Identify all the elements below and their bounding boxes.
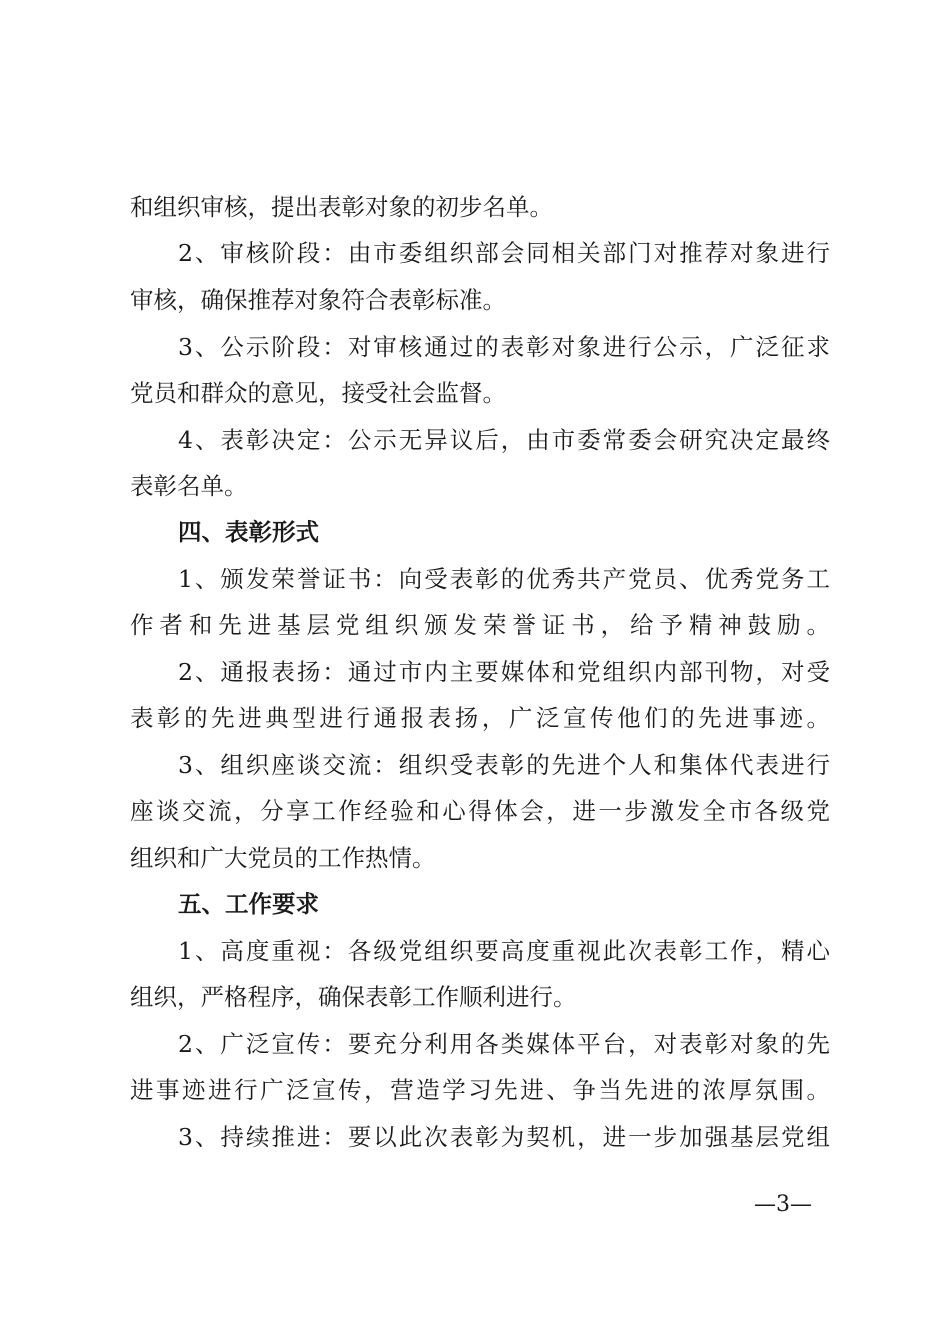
section-heading-five: 五、工作要求 [178,890,319,918]
section-heading-four: 四、表彰形式 [178,518,319,546]
decision-stage-line: 表彰名单。 [130,472,248,500]
requirement-item-line: 2、广泛宣传：要充分利用各类媒体平台，对表彰对象的先 [178,1030,830,1058]
body-line-continuation: 和组织审核，提出表彰对象的初步名单。 [130,193,553,221]
publicity-stage-line: 3、公示阶段：对审核通过的表彰对象进行公示，广泛征求 [178,333,830,361]
page-number: —3— [754,1192,812,1217]
form-item-line: 作者和先进基层党组织颁发荣誉证书，给予精神鼓励。 [130,611,830,639]
review-stage-line: 2、审核阶段：由市委组织部会同相关部门对推荐对象进行 [178,239,830,267]
form-item-line: 表彰的先进典型进行通报表扬，广泛宣传他们的先进事迹。 [130,704,830,732]
form-item-line: 3、组织座谈交流：组织受表彰的先进个人和集体代表进行 [178,751,830,779]
requirement-item-line: 进事迹进行广泛宣传，营造学习先进、争当先进的浓厚氛围。 [130,1076,830,1104]
requirement-item-line: 1、高度重视：各级党组织要高度重视此次表彰工作，精心 [178,937,830,965]
requirement-item-line: 3、持续推进：要以此次表彰为契机，进一步加强基层党组 [178,1123,830,1151]
publicity-stage-line: 党员和群众的意见，接受社会监督。 [130,379,506,407]
form-item-line: 座谈交流，分享工作经验和心得体会，进一步激发全市各级党 [130,797,830,825]
form-item-line: 2、通报表扬：通过市内主要媒体和党组织内部刊物，对受 [178,658,830,686]
form-item-line: 1、颁发荣誉证书：向受表彰的优秀共产党员、优秀党务工 [178,565,830,593]
decision-stage-line: 4、表彰决定：公示无异议后，由市委常委会研究决定最终 [178,426,830,454]
form-item-line: 组织和广大党员的工作热情。 [130,844,436,872]
review-stage-line: 审核，确保推荐对象符合表彰标准。 [130,286,506,314]
requirement-item-line: 组织，严格程序，确保表彰工作顺利进行。 [130,983,577,1011]
